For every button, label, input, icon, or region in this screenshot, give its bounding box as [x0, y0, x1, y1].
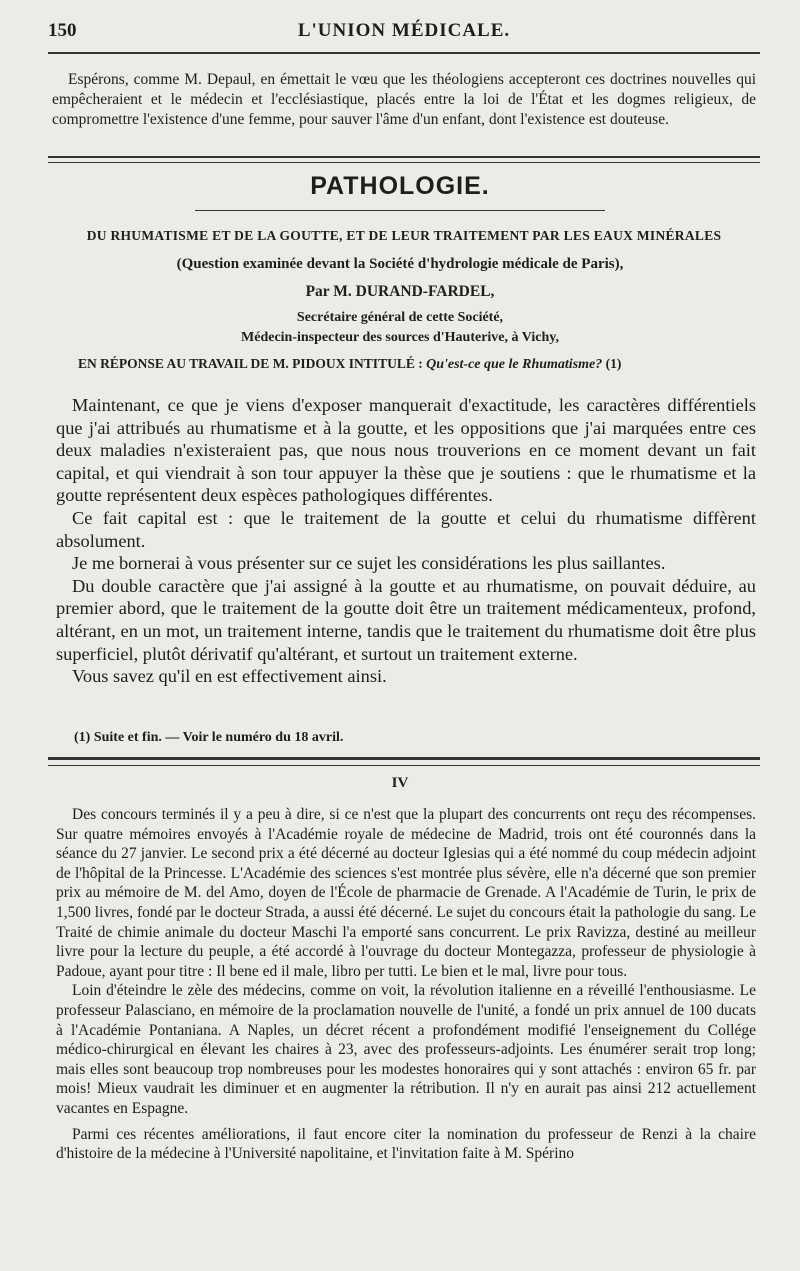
- journal-title: L'UNION MÉDICALE.: [297, 20, 511, 41]
- article-paragraph-4: Du double caractère que j'ai assigné à la goutte et au rhumatisme, on pouvait déduire, au premier abord, que le traitement de la goutte doit être un traitement médicamenteux, profond, altérant, en un mot, un traitement interne, tandis que le traitement du rhumatisme doit être plus superficiel, plutôt dérivatif qu'altérant, et surtout un traitement externe.: [56, 575, 756, 664]
- article-paragraph-2: Ce fait capital est : que le traitement de la goutte et celui du rhumatisme diffèrent absolument.: [56, 507, 756, 551]
- section-iv-paragraph-3: Parmi ces récentes améliorations, il faut encore citer la nomination du professeur de Renzi à la chaire d'histoire de la médecine à l'Université napolitaine, et l'invitation faite à M. Spérino: [56, 1125, 756, 1163]
- article-paragraph-3: Je me bornerai à vous présenter sur ce sujet les considérations les plus saillantes.: [72, 553, 666, 574]
- section-title: PATHOLOGIE.: [310, 172, 490, 200]
- section-iv-paragraph-2: Loin d'éteindre le zèle des médecins, comme on voit, la révolution italienne en a réveillé l'enthousiasme. Le professeur Palasciano, en mémoire de la proclamation nouvelle de l'unité, a fondé un prix annuel de 100 ducats à l'Académie Pontaniana. A Naples, un décret récent a profondément modifié l'enseignement du Collége médico-chirurgical en élevant les chaires à 23, avec des professeurs-adjoints. Les énumérer serait trop long; mais elles sont beaucoup trop nombreuses pour les modestes honoraires qui y sont attachés : environ 65 fr. par mois! Mieux vaudrait les diminuer et en augmenter la rétribution. Il n'y en aurait pas ainsi 212 actuellement vacantes en Espagne.: [56, 982, 756, 1117]
- header-rule: [48, 52, 760, 54]
- intro-text: [52, 70, 756, 130]
- author-role-1: Secrétaire général de cette Société,: [296, 310, 504, 325]
- intro-paragraph: Espérons, comme M. Depaul, en émettait le vœu que les théologiens accepteront ces doctrines nouvelles qui empêcheraient et le médecin et l'ecclésiastique, placés entre la loi de l'État et les dogmes religieux, de compromettre l'existence d'une femme, pour sauver l'âme d'un enfant, dont l'existence est douteuse.: [52, 71, 756, 128]
- article-body: [56, 394, 756, 688]
- section-iv-paragraph-1: Des concours terminés il y a peu à dire, si ce n'est que la plupart des concurrents ont reçu des récompenses. Sur quatre mémoires envoyés à l'Académie royale de médecine de Madrid, trois ont été couronnés dans la séance du 27 janvier. Le second prix a été décerné au docteur Iglesias qui a été nommé du coup médecin adjoint de l'hôpital de la Princesse. L'Académie des sciences s'est montrée plus sévère, elle n'a décerné que son premier prix au mémoire de M. del Amo, doyen de l'École de pharmacie de Grenade. A l'Académie de Turin, le prix de 1,500 livres, fondé par le docteur Strada, a aussi été décerné. Le sujet du concours était la pathologie du sang. Le Traité de chimie animale du docteur Maschi l'a emporté sans concurrent. Le prix Ravizza, destiné au meilleur livre pour la lecture du peuple, a été accordé à l'ouvrage du docteur Montegazza, professeur de physiologie à Padoue, ayant pour titre : Il bene ed il male, libro per tutti. Le bien et le mal, livre pour tous.: [56, 806, 756, 980]
- article-title: DU RHUMATISME ET DE LA GOUTTE, ET DE LEUR TRAITEMENT PAR LES EAUX MINÉRALES: [86, 228, 722, 243]
- article-author: Par M. DURAND-FARDEL,: [305, 283, 495, 300]
- article-paragraph-1: Maintenant, ce que je viens d'exposer manquerait d'exactitude, les caractères différentiels que j'ai attribués au rhumatisme et à la goutte, et les oppositions que j'ai marquées entre ces deux maladies n'existeraient pas, que nous nous trouverions en ce moment devant un fait capital, et qui viendrait à son tour appuyer la thèse que je soutiens : que le rhumatisme et la goutte représentent deux espèces pathologiques différentes.: [56, 395, 756, 506]
- title-rule: [195, 210, 605, 211]
- response-note: (1): [605, 356, 622, 371]
- section-number: IV: [391, 775, 409, 791]
- page-header: [48, 18, 760, 48]
- response-prefix: EN RÉPONSE AU TRAVAIL DE M. PIDOUX INTITULÉ :: [78, 356, 423, 371]
- response-question: Qu'est-ce que le Rhumatisme?: [426, 357, 603, 372]
- author-role-2: Médecin-inspecteur des sources d'Hauterive, à Vichy,: [241, 330, 559, 345]
- article-paragraph-5: Vous savez qu'il en est effectivement ainsi.: [72, 666, 387, 687]
- article-subtitle: (Question examinée devant la Société d'hydrologie médicale de Paris),: [176, 256, 624, 272]
- section-iv-body: [56, 805, 756, 1164]
- feuilleton-divider: [48, 757, 760, 766]
- response-line: [78, 356, 756, 373]
- footnote: (1) Suite et fin. — Voir le numéro du 18 avril.: [74, 730, 344, 745]
- page-number: 150: [48, 20, 77, 41]
- section-divider: [48, 156, 760, 163]
